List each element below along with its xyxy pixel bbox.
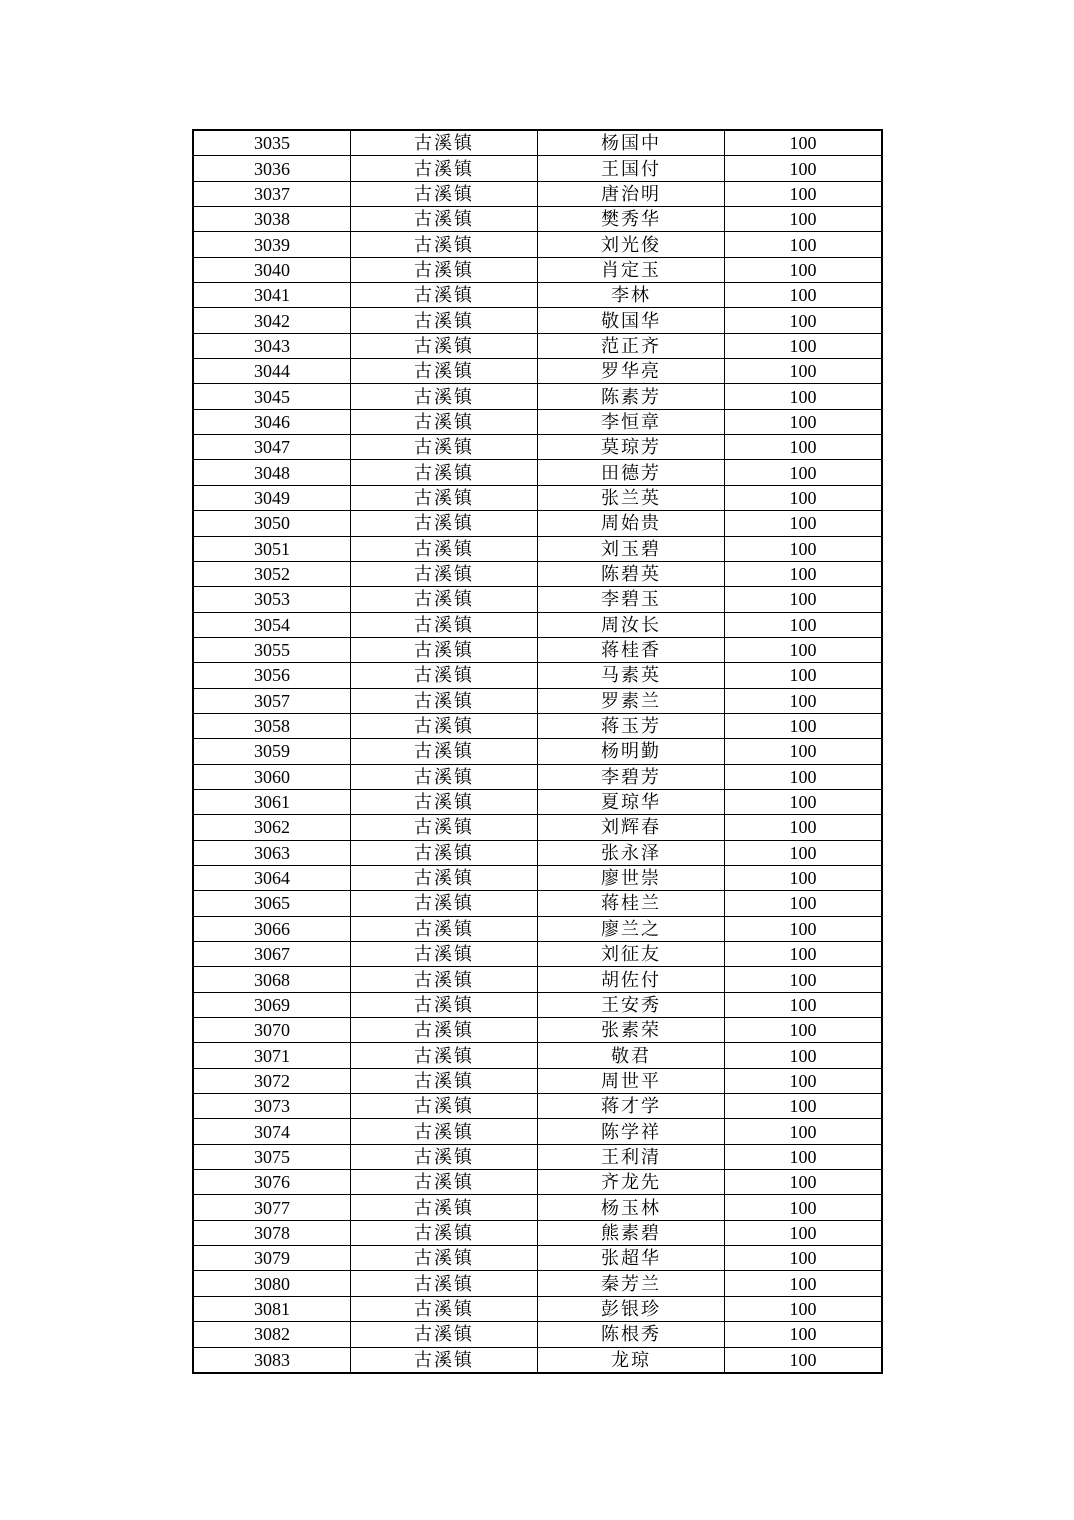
- table-row: [193, 764, 882, 789]
- row-number-cell: 3046: [193, 409, 351, 434]
- row-number-cell: 3063: [193, 840, 351, 865]
- table-row: [193, 1068, 882, 1093]
- person-name-cell: 陈学祥: [538, 1119, 725, 1144]
- row-number-cell: 3076: [193, 1170, 351, 1195]
- table-row: [193, 688, 882, 713]
- row-number-cell: 3067: [193, 942, 351, 967]
- person-name-cell: 周始贵: [538, 511, 725, 536]
- person-name-cell: 罗华亮: [538, 359, 725, 384]
- person-name-cell: 敬君: [538, 1043, 725, 1068]
- table-row: [193, 587, 882, 612]
- roster-table: [192, 129, 883, 1374]
- town-cell: 古溪镇: [351, 1094, 538, 1119]
- town-cell: 古溪镇: [351, 1322, 538, 1347]
- amount-cell: 100: [725, 283, 883, 308]
- town-cell: 古溪镇: [351, 942, 538, 967]
- table-row: [193, 1043, 882, 1068]
- person-name-cell: 刘光俊: [538, 232, 725, 257]
- table-row: [193, 207, 882, 232]
- row-number-cell: 3049: [193, 485, 351, 510]
- town-cell: 古溪镇: [351, 815, 538, 840]
- person-name-cell: 张兰英: [538, 485, 725, 510]
- person-name-cell: 张永泽: [538, 840, 725, 865]
- amount-cell: 100: [725, 435, 883, 460]
- person-name-cell: 刘辉春: [538, 815, 725, 840]
- table-row: [193, 384, 882, 409]
- row-number-cell: 3042: [193, 308, 351, 333]
- person-name-cell: 李恒章: [538, 409, 725, 434]
- person-name-cell: 罗素兰: [538, 688, 725, 713]
- person-name-cell: 周世平: [538, 1068, 725, 1093]
- amount-cell: 100: [725, 1347, 883, 1373]
- amount-cell: 100: [725, 587, 883, 612]
- amount-cell: 100: [725, 739, 883, 764]
- row-number-cell: 3039: [193, 232, 351, 257]
- person-name-cell: 陈根秀: [538, 1322, 725, 1347]
- person-name-cell: 廖兰之: [538, 916, 725, 941]
- amount-cell: 100: [725, 992, 883, 1017]
- town-cell: 古溪镇: [351, 359, 538, 384]
- table-row: [193, 891, 882, 916]
- amount-cell: 100: [725, 637, 883, 662]
- table-row: [193, 485, 882, 510]
- amount-cell: 100: [725, 384, 883, 409]
- person-name-cell: 秦芳兰: [538, 1271, 725, 1296]
- table-row: [193, 942, 882, 967]
- person-name-cell: 夏琼华: [538, 789, 725, 814]
- person-name-cell: 陈素芳: [538, 384, 725, 409]
- row-number-cell: 3064: [193, 865, 351, 890]
- table-row: [193, 561, 882, 586]
- town-cell: 古溪镇: [351, 739, 538, 764]
- town-cell: 古溪镇: [351, 612, 538, 637]
- amount-cell: 100: [725, 409, 883, 434]
- table-row: [193, 1347, 882, 1373]
- row-number-cell: 3070: [193, 1018, 351, 1043]
- row-number-cell: 3058: [193, 713, 351, 738]
- row-number-cell: 3083: [193, 1347, 351, 1373]
- town-cell: 古溪镇: [351, 1119, 538, 1144]
- table-row: [193, 1018, 882, 1043]
- town-cell: 古溪镇: [351, 333, 538, 358]
- town-cell: 古溪镇: [351, 561, 538, 586]
- town-cell: 古溪镇: [351, 181, 538, 206]
- row-number-cell: 3044: [193, 359, 351, 384]
- amount-cell: 100: [725, 257, 883, 282]
- amount-cell: 100: [725, 1271, 883, 1296]
- town-cell: 古溪镇: [351, 232, 538, 257]
- table-row: [193, 815, 882, 840]
- amount-cell: 100: [725, 1094, 883, 1119]
- amount-cell: 100: [725, 713, 883, 738]
- person-name-cell: 蒋玉芳: [538, 713, 725, 738]
- town-cell: 古溪镇: [351, 713, 538, 738]
- amount-cell: 100: [725, 1322, 883, 1347]
- row-number-cell: 3059: [193, 739, 351, 764]
- row-number-cell: 3068: [193, 967, 351, 992]
- table-row: [193, 435, 882, 460]
- town-cell: 古溪镇: [351, 1271, 538, 1296]
- person-name-cell: 唐治明: [538, 181, 725, 206]
- town-cell: 古溪镇: [351, 257, 538, 282]
- person-name-cell: 张素荣: [538, 1018, 725, 1043]
- amount-cell: 100: [725, 207, 883, 232]
- person-name-cell: 熊素碧: [538, 1220, 725, 1245]
- table-row: [193, 1195, 882, 1220]
- table-row: [193, 1220, 882, 1245]
- row-number-cell: 3069: [193, 992, 351, 1017]
- row-number-cell: 3040: [193, 257, 351, 282]
- table-row: [193, 460, 882, 485]
- row-number-cell: 3060: [193, 764, 351, 789]
- table-row: [193, 789, 882, 814]
- table-row: [193, 232, 882, 257]
- town-cell: 古溪镇: [351, 460, 538, 485]
- town-cell: 古溪镇: [351, 789, 538, 814]
- table-row: [193, 739, 882, 764]
- town-cell: 古溪镇: [351, 1043, 538, 1068]
- row-number-cell: 3037: [193, 181, 351, 206]
- table-row: [193, 992, 882, 1017]
- person-name-cell: 杨玉林: [538, 1195, 725, 1220]
- roster-table-body: [193, 130, 882, 1373]
- amount-cell: 100: [725, 865, 883, 890]
- town-cell: 古溪镇: [351, 663, 538, 688]
- row-number-cell: 3047: [193, 435, 351, 460]
- amount-cell: 100: [725, 663, 883, 688]
- row-number-cell: 3080: [193, 1271, 351, 1296]
- person-name-cell: 敬国华: [538, 308, 725, 333]
- amount-cell: 100: [725, 1246, 883, 1271]
- person-name-cell: 杨国中: [538, 130, 725, 156]
- town-cell: 古溪镇: [351, 283, 538, 308]
- amount-cell: 100: [725, 536, 883, 561]
- person-name-cell: 胡佐付: [538, 967, 725, 992]
- table-row: [193, 1170, 882, 1195]
- town-cell: 古溪镇: [351, 891, 538, 916]
- table-row: [193, 359, 882, 384]
- person-name-cell: 田德芳: [538, 460, 725, 485]
- amount-cell: 100: [725, 764, 883, 789]
- amount-cell: 100: [725, 1119, 883, 1144]
- amount-cell: 100: [725, 1170, 883, 1195]
- table-row: [193, 612, 882, 637]
- town-cell: 古溪镇: [351, 308, 538, 333]
- person-name-cell: 刘征友: [538, 942, 725, 967]
- town-cell: 古溪镇: [351, 1170, 538, 1195]
- town-cell: 古溪镇: [351, 536, 538, 561]
- amount-cell: 100: [725, 308, 883, 333]
- amount-cell: 100: [725, 156, 883, 181]
- table-row: [193, 865, 882, 890]
- row-number-cell: 3045: [193, 384, 351, 409]
- amount-cell: 100: [725, 1195, 883, 1220]
- person-name-cell: 刘玉碧: [538, 536, 725, 561]
- amount-cell: 100: [725, 1068, 883, 1093]
- row-number-cell: 3075: [193, 1144, 351, 1169]
- town-cell: 古溪镇: [351, 840, 538, 865]
- row-number-cell: 3066: [193, 916, 351, 941]
- table-row: [193, 1246, 882, 1271]
- town-cell: 古溪镇: [351, 1347, 538, 1373]
- person-name-cell: 陈碧英: [538, 561, 725, 586]
- person-name-cell: 莫琼芳: [538, 435, 725, 460]
- table-row: [193, 1322, 882, 1347]
- person-name-cell: 樊秀华: [538, 207, 725, 232]
- amount-cell: 100: [725, 891, 883, 916]
- person-name-cell: 廖世崇: [538, 865, 725, 890]
- town-cell: 古溪镇: [351, 409, 538, 434]
- amount-cell: 100: [725, 688, 883, 713]
- table-row: [193, 181, 882, 206]
- row-number-cell: 3054: [193, 612, 351, 637]
- table-row: [193, 536, 882, 561]
- amount-cell: 100: [725, 359, 883, 384]
- person-name-cell: 杨明勤: [538, 739, 725, 764]
- town-cell: 古溪镇: [351, 1068, 538, 1093]
- town-cell: 古溪镇: [351, 916, 538, 941]
- row-number-cell: 3062: [193, 815, 351, 840]
- town-cell: 古溪镇: [351, 384, 538, 409]
- row-number-cell: 3043: [193, 333, 351, 358]
- row-number-cell: 3050: [193, 511, 351, 536]
- amount-cell: 100: [725, 815, 883, 840]
- amount-cell: 100: [725, 333, 883, 358]
- person-name-cell: 范正齐: [538, 333, 725, 358]
- person-name-cell: 王安秀: [538, 992, 725, 1017]
- row-number-cell: 3081: [193, 1296, 351, 1321]
- table-row: [193, 257, 882, 282]
- person-name-cell: 蒋桂兰: [538, 891, 725, 916]
- table-row: [193, 840, 882, 865]
- person-name-cell: 蒋桂香: [538, 637, 725, 662]
- row-number-cell: 3052: [193, 561, 351, 586]
- table-row: [193, 333, 882, 358]
- row-number-cell: 3077: [193, 1195, 351, 1220]
- table-row: [193, 916, 882, 941]
- table-row: [193, 967, 882, 992]
- town-cell: 古溪镇: [351, 1018, 538, 1043]
- town-cell: 古溪镇: [351, 688, 538, 713]
- table-row: [193, 713, 882, 738]
- town-cell: 古溪镇: [351, 435, 538, 460]
- table-row: [193, 1296, 882, 1321]
- town-cell: 古溪镇: [351, 207, 538, 232]
- person-name-cell: 王国付: [538, 156, 725, 181]
- row-number-cell: 3057: [193, 688, 351, 713]
- table-row: [193, 1271, 882, 1296]
- row-number-cell: 3079: [193, 1246, 351, 1271]
- amount-cell: 100: [725, 232, 883, 257]
- person-name-cell: 王利清: [538, 1144, 725, 1169]
- person-name-cell: 李林: [538, 283, 725, 308]
- amount-cell: 100: [725, 916, 883, 941]
- row-number-cell: 3078: [193, 1220, 351, 1245]
- table-row: [193, 1119, 882, 1144]
- amount-cell: 100: [725, 181, 883, 206]
- town-cell: 古溪镇: [351, 587, 538, 612]
- table-row: [193, 409, 882, 434]
- town-cell: 古溪镇: [351, 485, 538, 510]
- table-row: [193, 663, 882, 688]
- row-number-cell: 3038: [193, 207, 351, 232]
- town-cell: 古溪镇: [351, 1220, 538, 1245]
- row-number-cell: 3053: [193, 587, 351, 612]
- person-name-cell: 周汝长: [538, 612, 725, 637]
- amount-cell: 100: [725, 1144, 883, 1169]
- table-row: [193, 637, 882, 662]
- row-number-cell: 3056: [193, 663, 351, 688]
- row-number-cell: 3061: [193, 789, 351, 814]
- amount-cell: 100: [725, 942, 883, 967]
- town-cell: 古溪镇: [351, 1195, 538, 1220]
- row-number-cell: 3035: [193, 130, 351, 156]
- row-number-cell: 3036: [193, 156, 351, 181]
- table-row: [193, 308, 882, 333]
- person-name-cell: 张超华: [538, 1246, 725, 1271]
- amount-cell: 100: [725, 460, 883, 485]
- row-number-cell: 3072: [193, 1068, 351, 1093]
- amount-cell: 100: [725, 511, 883, 536]
- amount-cell: 100: [725, 1220, 883, 1245]
- row-number-cell: 3082: [193, 1322, 351, 1347]
- person-name-cell: 龙琼: [538, 1347, 725, 1373]
- town-cell: 古溪镇: [351, 1296, 538, 1321]
- person-name-cell: 蒋才学: [538, 1094, 725, 1119]
- row-number-cell: 3073: [193, 1094, 351, 1119]
- table-row: [193, 1094, 882, 1119]
- amount-cell: 100: [725, 840, 883, 865]
- table-row: [193, 130, 882, 156]
- table-row: [193, 156, 882, 181]
- amount-cell: 100: [725, 561, 883, 586]
- row-number-cell: 3071: [193, 1043, 351, 1068]
- town-cell: 古溪镇: [351, 1246, 538, 1271]
- town-cell: 古溪镇: [351, 967, 538, 992]
- row-number-cell: 3048: [193, 460, 351, 485]
- town-cell: 古溪镇: [351, 992, 538, 1017]
- table-row: [193, 283, 882, 308]
- amount-cell: 100: [725, 1018, 883, 1043]
- amount-cell: 100: [725, 967, 883, 992]
- person-name-cell: 彭银珍: [538, 1296, 725, 1321]
- table-row: [193, 1144, 882, 1169]
- person-name-cell: 肖定玉: [538, 257, 725, 282]
- amount-cell: 100: [725, 612, 883, 637]
- amount-cell: 100: [725, 485, 883, 510]
- town-cell: 古溪镇: [351, 511, 538, 536]
- person-name-cell: 马素英: [538, 663, 725, 688]
- town-cell: 古溪镇: [351, 156, 538, 181]
- table-row: [193, 511, 882, 536]
- town-cell: 古溪镇: [351, 865, 538, 890]
- row-number-cell: 3041: [193, 283, 351, 308]
- row-number-cell: 3051: [193, 536, 351, 561]
- person-name-cell: 齐龙先: [538, 1170, 725, 1195]
- row-number-cell: 3055: [193, 637, 351, 662]
- person-name-cell: 李碧玉: [538, 587, 725, 612]
- amount-cell: 100: [725, 1043, 883, 1068]
- amount-cell: 100: [725, 130, 883, 156]
- row-number-cell: 3065: [193, 891, 351, 916]
- row-number-cell: 3074: [193, 1119, 351, 1144]
- town-cell: 古溪镇: [351, 130, 538, 156]
- town-cell: 古溪镇: [351, 764, 538, 789]
- amount-cell: 100: [725, 1296, 883, 1321]
- town-cell: 古溪镇: [351, 637, 538, 662]
- town-cell: 古溪镇: [351, 1144, 538, 1169]
- amount-cell: 100: [725, 789, 883, 814]
- person-name-cell: 李碧芳: [538, 764, 725, 789]
